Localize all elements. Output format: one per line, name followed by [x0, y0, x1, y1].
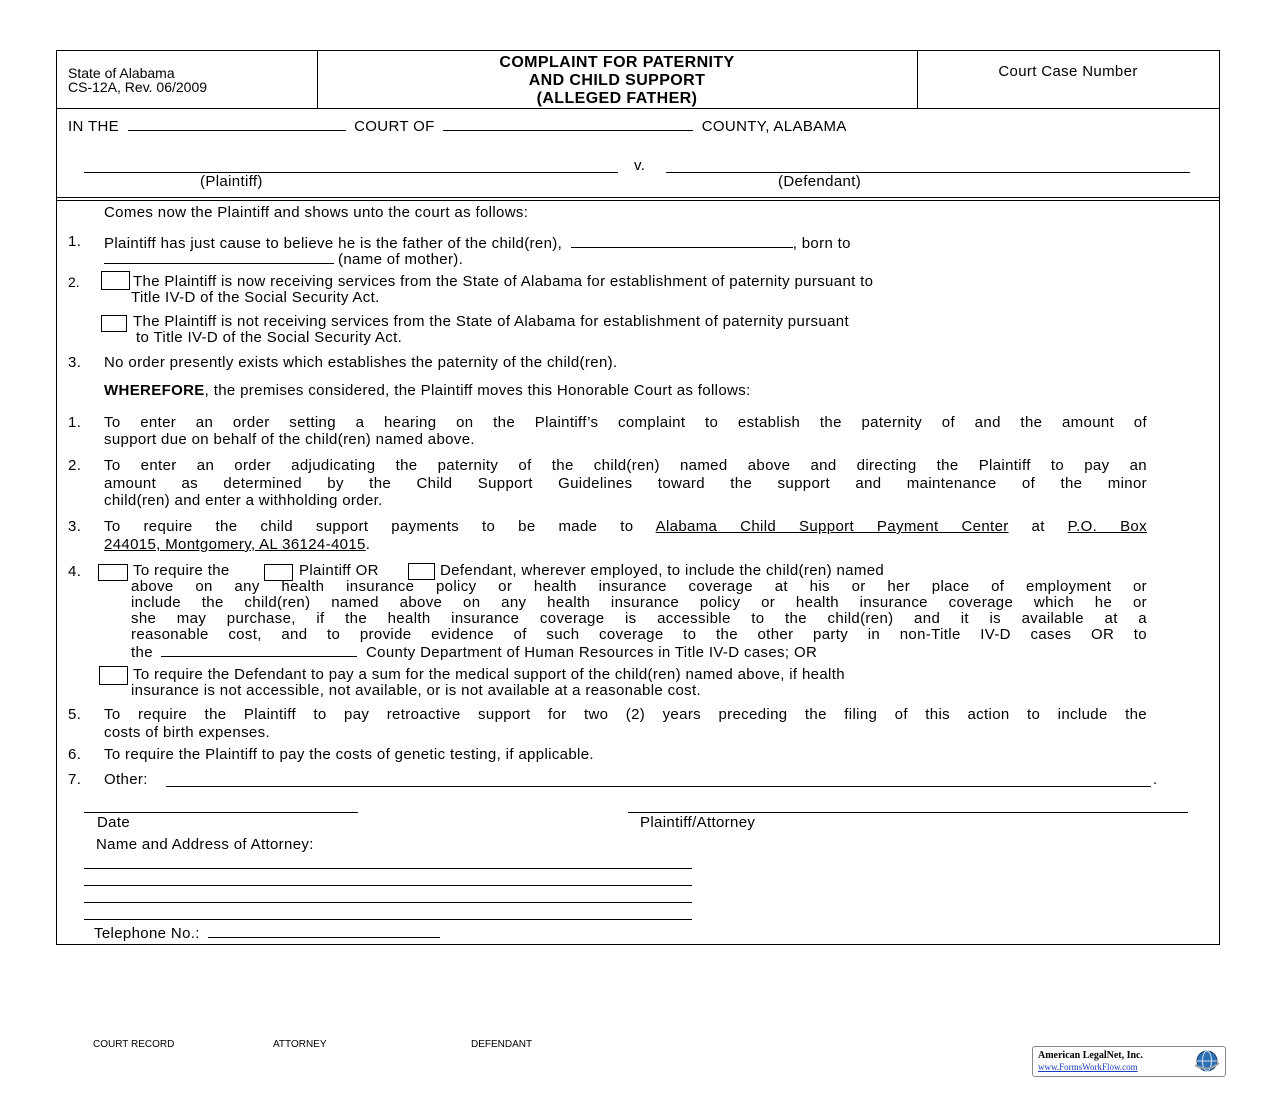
other-period: . [1153, 771, 1158, 788]
american-legalnet-logo[interactable] [1032, 1046, 1226, 1077]
item-3-text: No order presently exists which establishes the paternity of the child(ren). [104, 354, 618, 371]
attorney-address-line-2[interactable] [84, 885, 692, 886]
request-5-number: 5. [68, 706, 82, 723]
born-to-text: , born to [792, 235, 851, 252]
request-2-number: 2. [68, 457, 82, 474]
title-line-1: COMPLAINT FOR PATERNITY [499, 54, 735, 71]
request-4-line-2: above on any health insurance policy or health insurance coverage at his or her place of employment or [131, 578, 1147, 595]
not-receiving-services-checkbox[interactable] [101, 315, 127, 332]
telephone-blank[interactable] [208, 923, 440, 938]
attorney-address-line-4[interactable] [84, 919, 692, 920]
mother-name-label: (name of mother). [338, 251, 464, 268]
mother-name-blank[interactable] [104, 249, 334, 264]
other-line[interactable] [166, 786, 1151, 787]
plaintiff-name-line[interactable] [84, 172, 618, 173]
dhr-text: County Department of Human Resources in Title IV-D cases; OR [365, 644, 818, 661]
plaintiff-attorney-signature-line[interactable] [628, 812, 1188, 813]
request-4-text-a: To require the [133, 562, 230, 579]
court-type-blank[interactable] [128, 116, 346, 131]
request-7-number: 7. [68, 771, 82, 788]
item-2b-line-2: to Title IV-D of the Social Security Act. [136, 329, 403, 346]
payment-center-name: Alabama Child Support Payment Center [655, 518, 1009, 535]
request-4-number: 4. [68, 563, 82, 580]
in-the-label: IN THE [68, 118, 119, 135]
court-of-label: COURT OF [354, 118, 435, 135]
attorney-address-line-3[interactable] [84, 902, 692, 903]
item-3-number: 3. [68, 354, 82, 371]
receiving-services-checkbox[interactable] [101, 271, 130, 290]
request-4-text-b: Plaintiff OR [299, 562, 379, 579]
plaintiff-caption: (Plaintiff) [200, 173, 263, 190]
request-4-line-6 [131, 642, 817, 661]
item-2-number: 2. [68, 274, 80, 290]
copy-attorney: ATTORNEY [273, 1039, 327, 1050]
caption-divider-1 [57, 197, 1219, 198]
health-insurance-checkbox[interactable] [98, 564, 128, 581]
item-2a-line-1: The Plaintiff is now receiving services from the State of Alabama for establishment of paternity pursuant to [133, 273, 874, 290]
at-text: at [1031, 518, 1045, 535]
attorney-address-line-1[interactable] [84, 868, 692, 869]
medical-support-checkbox[interactable] [99, 666, 128, 685]
request-1-line-1: To enter an order setting a hearing on the Plaintiff’s complaint to establish the paternity of and the amount of [104, 414, 1147, 431]
request-3-line-1 [104, 518, 1147, 535]
dhr-county-blank[interactable] [161, 642, 357, 657]
request-4b-line-2: insurance is not accessible, not available, or is not available at a reasonable cost. [131, 682, 702, 699]
wherefore-clause [104, 382, 751, 399]
request-5-line-2: costs of birth expenses. [104, 724, 270, 741]
title-line-3: (ALLEGED FATHER) [536, 90, 698, 107]
title-cell [317, 51, 918, 108]
request-2-line-1: To enter an order adjudicating the paternity of the child(ren) named above and directing the Plaintiff to pay an [104, 457, 1147, 474]
header-divider [57, 108, 1219, 109]
versus-label: v. [634, 157, 646, 174]
copy-court-record: COURT RECORD [93, 1039, 175, 1050]
title-line-2: AND CHILD SUPPORT [528, 72, 706, 89]
request-3-number: 3. [68, 518, 82, 535]
request-6-text: To require the Plaintiff to pay the costs of genetic testing, if applicable. [104, 746, 594, 763]
item-1-number: 1. [68, 233, 82, 250]
request-6-number: 6. [68, 746, 82, 763]
payment-center-address: 244015, Montgomery, AL 36124-4015 [104, 536, 366, 553]
child-name-blank[interactable] [571, 233, 793, 248]
request-2-line-3: child(ren) and enter a withholding order. [104, 492, 383, 509]
caption-divider-2 [57, 200, 1219, 201]
the-text: the [131, 644, 153, 661]
telephone-row [94, 923, 440, 942]
item-1-text: Plaintiff has just cause to believe he is the father of the child(ren), [104, 235, 563, 252]
address-period: . [365, 536, 371, 553]
date-line[interactable] [84, 812, 358, 813]
case-number-cell[interactable] [917, 51, 1219, 108]
defendant-name-line[interactable] [666, 172, 1190, 173]
request-4-line-3: include the child(ren) named above on any health insurance policy or health insurance coverage which he or [131, 594, 1147, 611]
form-number: CS-12A, Rev. 06/2009 [68, 79, 208, 95]
request-3-line-2 [104, 536, 370, 553]
item-1-line-2 [104, 249, 463, 268]
request-1-line-2: support due on behalf of the child(ren) named above. [104, 431, 475, 448]
item-2b-line-1: The Plaintiff is not receiving services from the State of Alabama for establishment of paternity pursuant [133, 313, 849, 330]
county-blank[interactable] [443, 116, 693, 131]
wherefore-text: , the premises considered, the Plaintiff moves this Honorable Court as follows: [204, 382, 751, 399]
request-1-number: 1. [68, 414, 82, 431]
request-5-line-1: To require the Plaintiff to pay retroactive support for two (2) years preceding the filing of this action to include the [104, 706, 1147, 723]
state-label: State of Alabama [68, 65, 175, 81]
request-4-line-4: she may purchase, if the health insurance coverage is accessible to the child(ren) and it is available at a [131, 610, 1147, 627]
attorney-name-address-label: Name and Address of Attorney: [96, 836, 314, 853]
request-2-line-2: amount as determined by the Child Support Guidelines toward the support and maintenance of the minor [104, 475, 1147, 492]
request-4-text-c: Defendant, wherever employed, to include the child(ren) named [440, 562, 885, 579]
other-label: Other: [104, 771, 148, 788]
item-2a-line-2: Title IV-D of the Social Security Act. [131, 289, 380, 306]
case-number-label: Court Case Number [998, 63, 1138, 80]
request-4-line-5: reasonable cost, and to provide evidence of such coverage to the other party in non-Title IV-D cases OR to [131, 626, 1147, 643]
wherefore-bold: WHEREFORE [104, 382, 205, 399]
payment-text: To require the child support payments to be made to [104, 518, 634, 535]
globe-icon [1193, 1049, 1221, 1073]
county-label: COUNTY, ALABAMA [701, 118, 847, 135]
logo-company-name: American LegalNet, Inc. [1038, 1050, 1143, 1061]
request-4b-line-1: To require the Defendant to pay a sum for the medical support of the child(ren) named above, if health [133, 666, 845, 683]
plaintiff-attorney-label: Plaintiff/Attorney [640, 814, 756, 831]
form-title [317, 54, 917, 108]
defendant-caption: (Defendant) [778, 173, 862, 190]
form-id-cell [57, 51, 318, 108]
intro-text: Comes now the Plaintiff and shows unto the court as follows: [104, 204, 529, 221]
po-box-label: P.O. Box [1067, 518, 1147, 535]
telephone-label: Telephone No.: [94, 925, 200, 942]
date-label: Date [97, 814, 131, 831]
logo-url[interactable]: www.FormsWorkFlow.com [1038, 1062, 1138, 1072]
copy-defendant: DEFENDANT [471, 1039, 533, 1050]
court-line [68, 116, 847, 135]
